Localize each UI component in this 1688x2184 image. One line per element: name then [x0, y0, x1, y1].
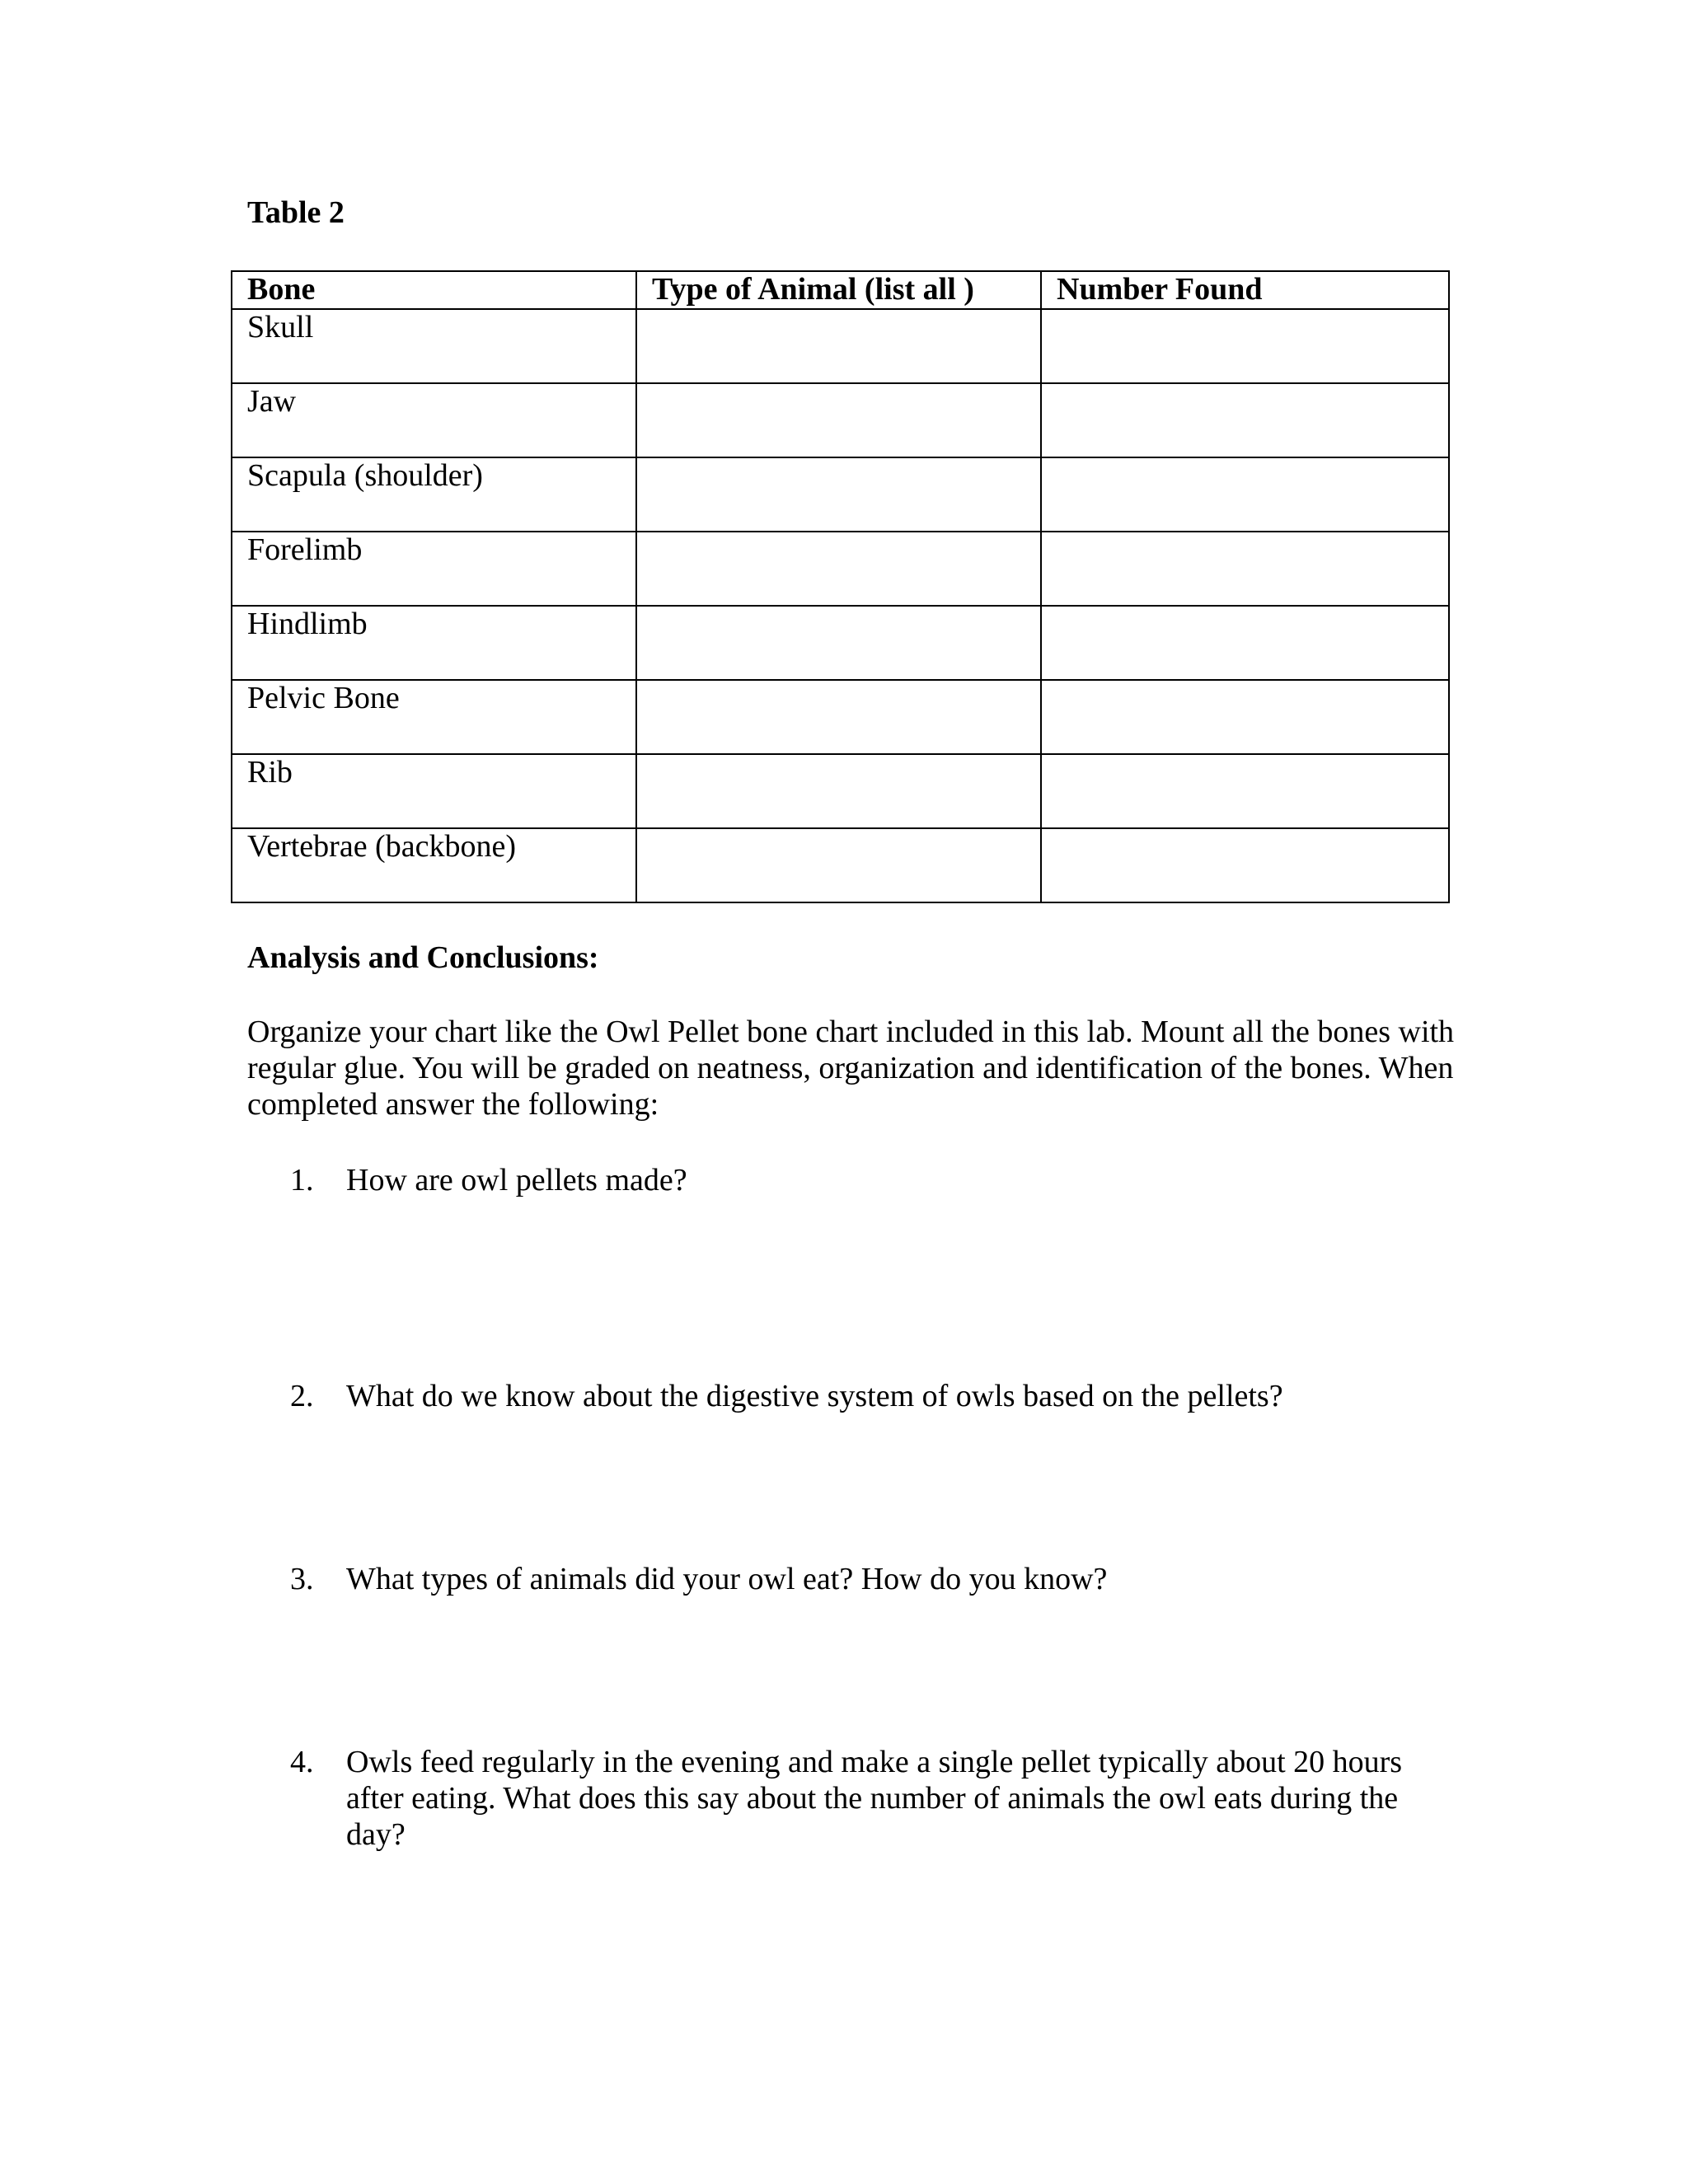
question-item	[290, 1561, 1444, 1597]
animal-type-cell	[636, 383, 1041, 457]
bone-name-cell: Vertebrae (backbone)	[232, 828, 636, 902]
question-text: How are owl pellets made?	[346, 1163, 687, 1197]
question-text: What types of animals did your owl eat? How do you know?	[346, 1562, 1108, 1596]
instructions-paragraph: Organize your chart like the Owl Pellet bone chart included in this lab. Mount all the bones with regular glue. You will be graded on neatness, organization and identification of the bones. When completed answer the following:	[247, 1015, 1455, 1122]
number-found-cell	[1041, 309, 1449, 383]
analysis-heading: Analysis and Conclusions:	[247, 940, 599, 975]
bone-name-cell: Rib	[232, 754, 636, 828]
question-item	[290, 1744, 1428, 1853]
number-found-cell	[1041, 680, 1449, 754]
animal-type-cell	[636, 828, 1041, 902]
question-text: Owls feed regularly in the evening and make a single pellet typically about 20 hours after eating. What does this say about the number of animals the owl eats during the day?	[346, 1745, 1403, 1852]
bone-name-cell: Forelimb	[232, 532, 636, 606]
table-row	[232, 532, 1449, 606]
bone-name-cell: Scapula (shoulder)	[232, 457, 636, 532]
header-bone: Bone	[232, 271, 636, 309]
animal-type-cell	[636, 309, 1041, 383]
table-row	[232, 457, 1449, 532]
question-number: 4.	[290, 1745, 314, 1779]
bone-table	[231, 270, 1450, 903]
question-item	[290, 1378, 1444, 1414]
animal-type-cell	[636, 680, 1041, 754]
header-number-found: Number Found	[1041, 271, 1449, 309]
number-found-cell	[1041, 532, 1449, 606]
number-found-cell	[1041, 383, 1449, 457]
animal-type-cell	[636, 754, 1041, 828]
bone-name-cell: Pelvic Bone	[232, 680, 636, 754]
question-item	[290, 1162, 1444, 1198]
question-number: 2.	[290, 1379, 314, 1413]
animal-type-cell	[636, 457, 1041, 532]
table-header-row	[232, 271, 1449, 309]
question-number: 1.	[290, 1163, 314, 1197]
table-row	[232, 754, 1449, 828]
table-title: Table 2	[247, 195, 345, 230]
number-found-cell	[1041, 606, 1449, 680]
bone-name-cell: Jaw	[232, 383, 636, 457]
question-text: What do we know about the digestive system of owls based on the pellets?	[346, 1379, 1283, 1413]
table-row	[232, 383, 1449, 457]
animal-type-cell	[636, 532, 1041, 606]
table-row	[232, 828, 1449, 902]
number-found-cell	[1041, 754, 1449, 828]
question-number: 3.	[290, 1562, 314, 1596]
bone-name-cell: Hindlimb	[232, 606, 636, 680]
animal-type-cell	[636, 606, 1041, 680]
bone-name-cell: Skull	[232, 309, 636, 383]
table-row	[232, 309, 1449, 383]
header-type-of-animal: Type of Animal (list all )	[636, 271, 1041, 309]
number-found-cell	[1041, 828, 1449, 902]
table-row	[232, 606, 1449, 680]
number-found-cell	[1041, 457, 1449, 532]
table-row	[232, 680, 1449, 754]
